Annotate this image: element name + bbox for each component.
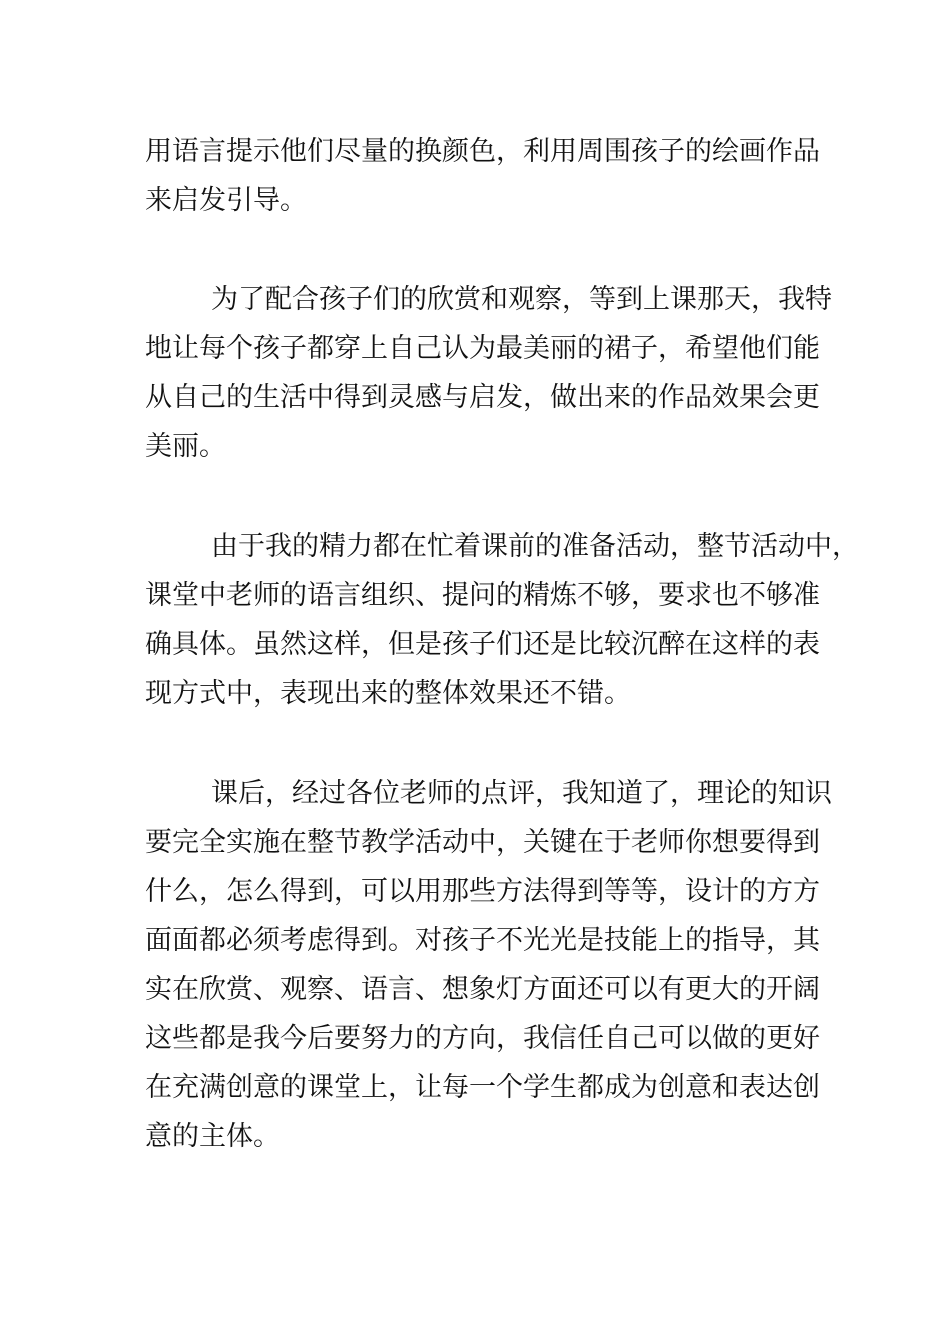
paragraph-line: 地让每个孩子都穿上自己认为最美丽的裙子，希望他们能 [145, 333, 820, 364]
paragraph-line: 课后，经过各位老师的点评，我知道了，理论的知识 [211, 778, 832, 809]
paragraph-line: 课堂中老师的语言组织、提问的精炼不够，要求也不够准 [145, 580, 820, 611]
paragraph-line: 确具体。虽然这样，但是孩子们还是比较沉醉在这样的表 [145, 629, 820, 660]
paragraph-line: 什么，怎么得到，可以用那些方法得到等等，设计的方方 [145, 876, 820, 907]
paragraph-line: 实在欣赏、观察、语言、想象灯方面还可以有更大的开阔 [145, 974, 820, 1005]
paragraph-4 [145, 769, 835, 1161]
paragraph-line: 美丽。 [145, 431, 226, 462]
paragraph-line: 用语言提示他们尽量的换颜色，利用周围孩子的绘画作品 [145, 136, 820, 167]
paragraph-line: 在充满创意的课堂上，让每一个学生都成为创意和表达创 [145, 1072, 820, 1103]
paragraph-line: 来启发引导。 [145, 185, 307, 216]
paragraph-line: 为了配合孩子们的欣赏和观察，等到上课那天，我特 [211, 284, 832, 315]
paragraph-line: 从自己的生活中得到灵感与启发，做出来的作品效果会更 [145, 382, 820, 413]
paragraph-2 [145, 275, 835, 471]
paragraph-line: 现方式中，表现出来的整体效果还不错。 [145, 678, 631, 709]
paragraph-line: 由于我的精力都在忙着课前的准备活动，整节活动中， [211, 531, 859, 562]
paragraph-line: 意的主体。 [145, 1121, 280, 1152]
paragraph-line: 这些都是我今后要努力的方向，我信任自己可以做的更好 [145, 1023, 820, 1054]
paragraph-line: 要完全实施在整节教学活动中，关键在于老师你想要得到 [145, 827, 820, 858]
paragraph-1 [145, 127, 835, 225]
paragraph-line: 面面都必须考虑得到。对孩子不光光是技能上的指导，其 [145, 925, 820, 956]
paragraph-3 [145, 522, 859, 718]
